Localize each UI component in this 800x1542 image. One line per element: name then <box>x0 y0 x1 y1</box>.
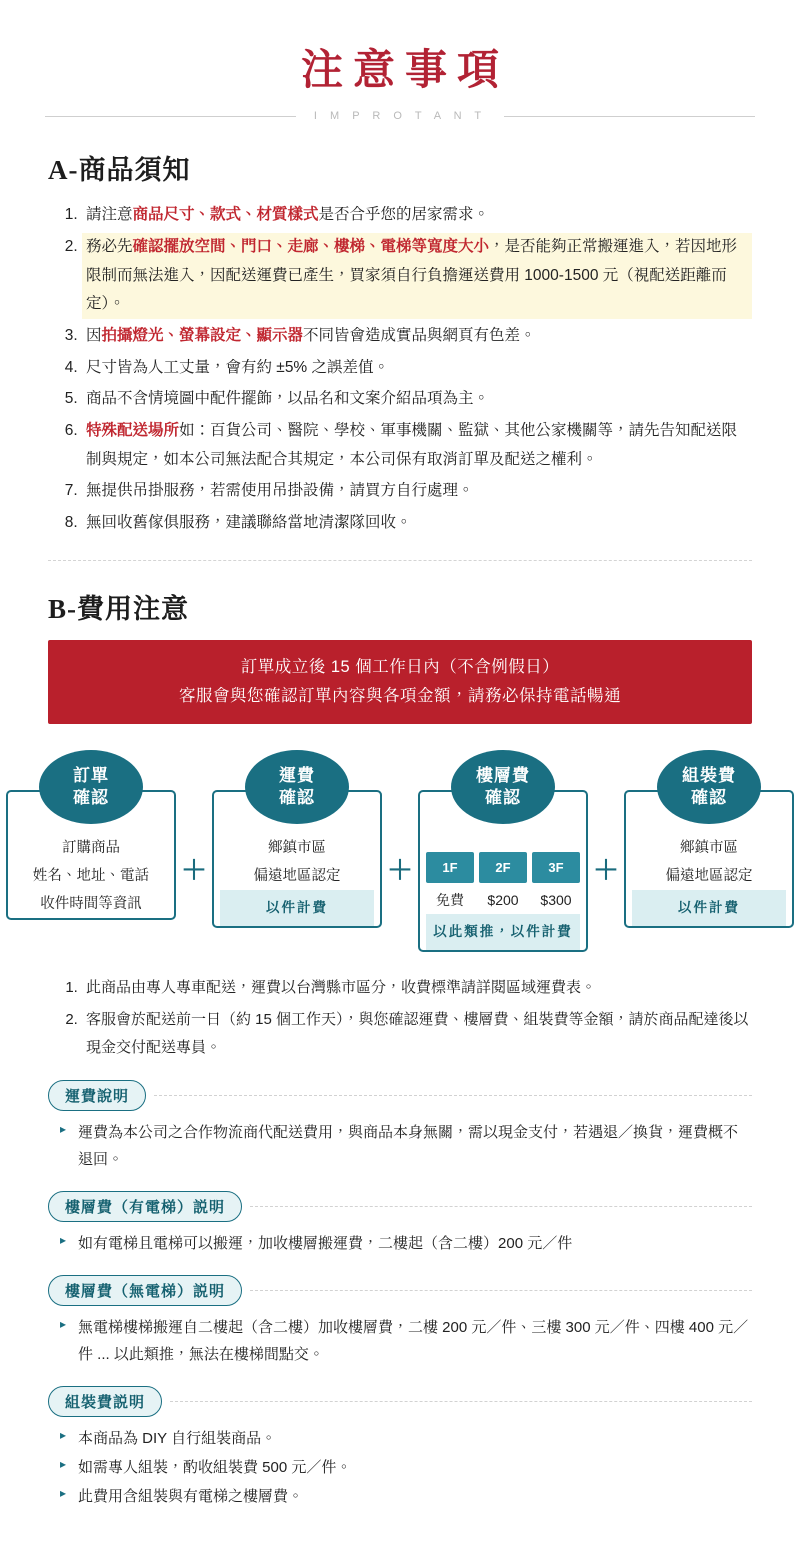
flow-step-footer: 以件計費 <box>220 890 374 926</box>
notice-text: 因 <box>86 327 102 345</box>
fee-notice-list <box>48 974 752 1061</box>
product-notice-item <box>82 233 752 319</box>
flow-step-body-line: 鄉鎮市區 <box>680 839 738 856</box>
flow-plus-icon: ＋ <box>592 854 619 885</box>
page-subtitle: I M P R O T A N T <box>313 110 487 123</box>
fee-detail-groups <box>0 1080 800 1510</box>
emphasis-text: 確認擺放空間、門口、走廊、樓梯、電梯等寬度大小 <box>132 238 490 256</box>
flow-step <box>212 750 382 953</box>
flow-step <box>6 750 176 953</box>
flow-step-body-line: 姓名、地址、電話 <box>33 867 149 884</box>
floor-fee-item <box>426 836 474 915</box>
emphasis-text: 特殊配送場所 <box>86 422 180 440</box>
product-notice-item <box>82 477 752 506</box>
page-title: 注意事項 <box>300 48 509 94</box>
fee-group-pill: 樓層費（無電梯）説明 <box>48 1275 242 1306</box>
notice-text: 如：百貨公司、醫院、學校、軍事機關、監獄、其他公家機關等，請先告知配送限制與規定，如本公司無法配合其規定，本公司保有取消訂單及配送之權利。 <box>86 422 738 468</box>
notice-text: 尺寸皆為人工丈量，會有約 ±5% 之誤差值。 <box>86 358 390 376</box>
flow-step-body-line: 鄉鎮市區 <box>268 839 326 856</box>
fee-group-bullet-item: ▸ 如需專人組裝，酌收組裝費 500 元／件。 <box>60 1454 752 1481</box>
pill-rule <box>250 1290 752 1291</box>
pill-rule <box>154 1095 752 1096</box>
floor-label: 2F <box>479 852 527 883</box>
flow-step-footer: 以此類推，以件計費 <box>426 914 580 950</box>
fee-group-header <box>48 1275 752 1306</box>
flow-step-body <box>666 834 753 891</box>
notice-text: 務必先 <box>86 238 133 256</box>
fee-notice-item: 2. 客服會於配送前一日（約 15 個工作天），與您確認運費、樓層費、組裝費等金額，請於商品配達後以現金交付配送專員。 <box>82 1006 752 1062</box>
fee-banner-line2: 客服會與您確認訂單內容與各項金額，請務必保持電話暢通 <box>179 686 621 705</box>
product-notice-list <box>48 201 752 537</box>
fee-group-bullet-item: ▸ 本商品為 DIY 自行組裝商品。 <box>60 1425 752 1452</box>
flow-step-title-line2: 確認 <box>279 787 315 807</box>
flow-step-body-line: 收件時間等資訊 <box>40 896 142 913</box>
flow-step-body-line: 訂購商品 <box>62 839 120 856</box>
flow-step-title-line1: 訂單 <box>73 766 109 786</box>
product-notice-item <box>82 385 752 414</box>
flow-step-title-line2: 確認 <box>691 787 727 807</box>
flow-plus-icon: ＋ <box>386 854 413 885</box>
flow-step-title-line1: 樓層費 <box>476 766 530 786</box>
fee-group-bullets <box>60 1314 752 1368</box>
page-header <box>0 0 800 122</box>
section-fee-notice <box>0 587 800 724</box>
fee-group-bullet-item: ▸ 如有電梯且電梯可以搬運，加收樓層搬運費，二樓起（含二樓）200 元／件 <box>60 1230 752 1257</box>
pill-rule <box>170 1401 752 1402</box>
pill-rule <box>250 1206 752 1207</box>
flow-step-bubble <box>451 750 555 824</box>
fee-group-header <box>48 1080 752 1111</box>
flow-step <box>418 750 588 953</box>
notice-text: 商品不含情境圖中配件擺飾，以品名和文案介紹品項為主。 <box>86 390 490 408</box>
flow-step-bubble <box>39 750 143 824</box>
header-rule-right <box>504 116 755 117</box>
floor-fee-item <box>532 852 580 915</box>
floor-label: 1F <box>426 852 474 883</box>
notice-text: 無回收舊傢俱服務，建議聯絡當地清潔隊回收。 <box>86 514 412 532</box>
fee-group-bullet-item: ▸ 此費用含組裝與有電梯之樓層費。 <box>60 1483 752 1510</box>
section-b-title: B-費用注意 <box>48 593 189 624</box>
flow-step-title-line1: 組裝費 <box>682 766 736 786</box>
floor-fee-item <box>479 844 527 915</box>
product-notice-item <box>82 417 752 474</box>
fee-group-bullet-item: ▸ 無電梯樓梯搬運自二樓起（含二樓）加收樓層費，二樓 200 元／件、三樓 300 元／件、四樓 400 元／件 ... 以此類推，無法在樓梯間點交。 <box>60 1314 752 1368</box>
flow-step-bubble <box>245 750 349 824</box>
section-divider <box>48 560 752 561</box>
notice-text: 是否合乎您的居家需求。 <box>318 206 490 224</box>
floor-price: $200 <box>487 891 519 908</box>
notice-text: ，是否能夠正常搬運進入，若因地形限制而無法進入，因配送運費已產生，買家須自行負擔運送費用 1000-1500 元（視配送距離而定）。 <box>86 238 738 313</box>
floor-price: 免費 <box>436 891 464 908</box>
product-notice-item <box>82 354 752 383</box>
fee-group-header <box>48 1386 752 1417</box>
page-subtitle-row <box>0 110 800 122</box>
fee-group-bullets <box>60 1119 752 1173</box>
floor-fee-chart <box>426 836 580 915</box>
notice-text: 無提供吊掛服務，若需使用吊掛設備，請買方自行處理。 <box>86 482 474 500</box>
fee-notes-block <box>0 960 800 1061</box>
flow-step-title-line2: 確認 <box>485 787 521 807</box>
notice-text: 不同皆會造成實品與網頁有色差。 <box>303 327 536 345</box>
section-product-notice <box>0 148 800 537</box>
flow-step-title-line2: 確認 <box>73 787 109 807</box>
flow-step-body <box>33 834 149 919</box>
product-notice-item <box>82 322 752 351</box>
emphasis-text: 拍攝燈光、螢幕設定、顯示器 <box>101 327 304 345</box>
product-notice-item <box>82 509 752 538</box>
fee-flow-diagram <box>0 750 800 953</box>
section-a-title: A-商品須知 <box>48 155 191 186</box>
flow-step-footer: 以件計費 <box>632 890 786 926</box>
flow-step <box>624 750 794 953</box>
fee-group-pill: 運費說明 <box>48 1080 146 1111</box>
fee-notice-item: 1. 此商品由專人專車配送，運費以台灣縣市區分，收費標準請詳閱區域運費表。 <box>82 974 752 1002</box>
header-rule-left <box>45 116 296 117</box>
fee-banner-line1: 訂單成立後 15 個工作日內（不含例假日） <box>240 657 560 676</box>
fee-group-bullets <box>60 1425 752 1510</box>
flow-plus-icon: ＋ <box>180 854 207 885</box>
flow-step-body-line: 偏遠地區認定 <box>253 867 341 884</box>
flow-step-body-line: 偏遠地區認定 <box>665 867 753 884</box>
emphasis-text: 商品尺寸、款式、材質樣式 <box>132 206 319 224</box>
fee-group-bullets <box>60 1230 752 1257</box>
fee-banner <box>48 640 752 724</box>
fee-group-pill: 樓層費（有電梯）説明 <box>48 1191 242 1222</box>
flow-step-bubble <box>657 750 761 824</box>
floor-label: 3F <box>532 852 580 883</box>
notice-text: 請注意 <box>86 206 133 224</box>
fee-group-bullet-item: ▸ 運費為本公司之合作物流商代配送費用，與商品本身無關，需以現金支付，若遇退／換貨，運費概不退回。 <box>60 1119 752 1173</box>
flow-step-body <box>254 834 341 891</box>
product-notice-item <box>82 201 752 230</box>
fee-group-header <box>48 1191 752 1222</box>
fee-group-pill: 組裝費説明 <box>48 1386 162 1417</box>
flow-step-body <box>426 834 580 915</box>
floor-price: $300 <box>540 891 572 908</box>
flow-step-title-line1: 運費 <box>279 766 315 786</box>
